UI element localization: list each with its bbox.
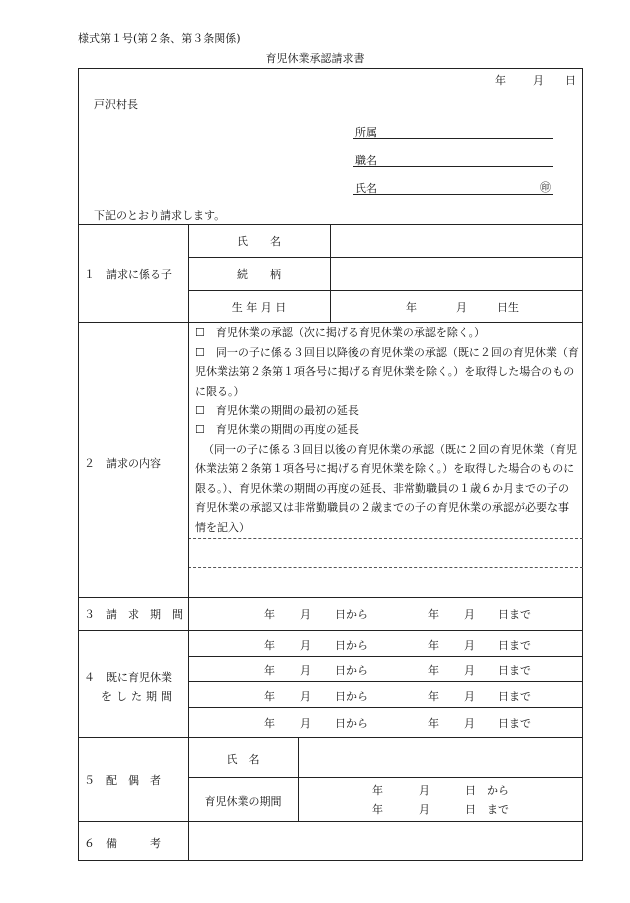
request-from-day: 日から bbox=[335, 608, 368, 621]
rule-s4-a bbox=[188, 656, 583, 657]
request-reason-note: （同一の子に係る３回目以後の育児休業の承認（既に２回の育児休業（育児休業法第２条第１項各号に掲げる育児休業を除く。）を取得した場合のものに限る。）、育児休業の期間の再度の延長、非常勤職員の１歳６か月までの子の育児休業の承認又は非常勤職員の２歳までの子の育児休業の承認が必要な事情を記入） bbox=[195, 443, 577, 534]
date-year: 年 bbox=[495, 74, 506, 87]
prior-period-to-day: 日まで bbox=[498, 690, 531, 703]
prior-period-from-day: 日から bbox=[335, 664, 368, 677]
reason-line-1[interactable] bbox=[189, 540, 582, 566]
spouse-from-day: 日 bbox=[465, 784, 476, 797]
prior-period-to-month: 月 bbox=[464, 639, 475, 652]
spouse-to-day: 日 bbox=[465, 803, 476, 816]
prior-period-to-month: 月 bbox=[464, 690, 475, 703]
request-to-day: 日まで bbox=[498, 608, 531, 621]
date-day: 日 bbox=[565, 74, 576, 87]
rule-s5-a bbox=[188, 777, 583, 778]
intro-text: 下記のとおり請求します。 bbox=[94, 209, 226, 222]
request-option-3[interactable]: ☐ 育児休業の期間の最初の延長 bbox=[195, 404, 359, 417]
section1-label: １ 請求に係る子 bbox=[84, 268, 172, 281]
child-name-field[interactable] bbox=[331, 225, 582, 256]
birth-month: 月 bbox=[456, 301, 467, 314]
request-from-year: 年 bbox=[264, 608, 275, 621]
birth-day: 日生 bbox=[497, 301, 519, 314]
rule-s2-dash2 bbox=[188, 567, 583, 568]
rule-s4-b bbox=[188, 681, 583, 682]
prior-period-from-year: 年 bbox=[264, 664, 275, 677]
prior-period-from-year: 年 bbox=[264, 639, 275, 652]
child-name-label: 氏 名 bbox=[237, 235, 281, 248]
section5-label: ５ 配 偶 者 bbox=[84, 774, 161, 787]
job-title-label: 職名 bbox=[355, 154, 377, 167]
prior-period-from-day: 日から bbox=[335, 690, 368, 703]
seal-mark: ㊞ bbox=[540, 181, 551, 194]
prior-period-to-year: 年 bbox=[428, 639, 439, 652]
rule-s3-bottom bbox=[78, 630, 583, 631]
prior-period-from-month: 月 bbox=[300, 664, 311, 677]
date-month: 月 bbox=[533, 74, 544, 87]
document-title: 育児休業承認請求書 bbox=[265, 52, 365, 65]
child-relation-label: 続 柄 bbox=[237, 268, 281, 281]
rule-s4-c bbox=[188, 707, 583, 708]
prior-period-to-year: 年 bbox=[428, 717, 439, 730]
prior-period-to-year: 年 bbox=[428, 664, 439, 677]
section6-label: ６ 備 考 bbox=[84, 837, 161, 850]
spouse-name-field[interactable] bbox=[299, 738, 582, 776]
affiliation-field[interactable] bbox=[353, 138, 553, 139]
prior-period-from-month: 月 bbox=[300, 690, 311, 703]
spouse-to-month: 月 bbox=[419, 803, 430, 816]
section4-label-line1: ４ 既に育児休業 bbox=[84, 671, 172, 684]
request-option-2[interactable]: ☐ 同一の子に係る３回目以降後の育児休業の承認（既に２回の育児休業（育児休業法第２条第１項各号に掲げる育児休業を除く。）を取得した場合のものに限る。） bbox=[195, 346, 579, 398]
request-option-4[interactable]: ☐ 育児休業の期間の再度の延長 bbox=[195, 423, 359, 436]
prior-period-from-day: 日から bbox=[335, 639, 368, 652]
birth-year: 年 bbox=[406, 301, 417, 314]
spouse-period-label: 育児休業の期間 bbox=[204, 795, 282, 808]
prior-period-to-year: 年 bbox=[428, 690, 439, 703]
request-from-month: 月 bbox=[300, 608, 311, 621]
rule-s1-b bbox=[188, 290, 583, 291]
rule-s2-bottom bbox=[78, 597, 583, 598]
spouse-from-year: 年 bbox=[372, 784, 383, 797]
rule-s2-dash1 bbox=[188, 538, 583, 539]
prior-period-to-day: 日まで bbox=[498, 664, 531, 677]
section3-label: ３ 請 求 期 間 bbox=[84, 608, 183, 621]
prior-period-from-day: 日から bbox=[335, 717, 368, 730]
prior-period-to-day: 日まで bbox=[498, 717, 531, 730]
prior-period-from-year: 年 bbox=[264, 717, 275, 730]
addressee: 戸沢村長 bbox=[94, 98, 138, 111]
prior-period-to-month: 月 bbox=[464, 717, 475, 730]
child-relation-field[interactable] bbox=[331, 258, 582, 289]
section4-label-line2: をした期間 bbox=[101, 690, 176, 703]
prior-period-from-month: 月 bbox=[300, 639, 311, 652]
request-to-year: 年 bbox=[428, 608, 439, 621]
affiliation-label: 所属 bbox=[355, 126, 377, 139]
request-option-1[interactable]: ☐ 育児休業の承認（次に掲げる育児休業の承認を除く。） bbox=[195, 326, 486, 339]
spouse-to-suffix: まで bbox=[487, 803, 509, 816]
spouse-from-month: 月 bbox=[419, 784, 430, 797]
prior-period-from-year: 年 bbox=[264, 690, 275, 703]
form-id: 様式第１号(第２条、第３条関係) bbox=[78, 32, 241, 45]
remarks-field[interactable] bbox=[189, 822, 582, 860]
name-label: 氏名 bbox=[355, 182, 377, 195]
spouse-name-label: 氏 名 bbox=[226, 753, 260, 766]
request-to-month: 月 bbox=[464, 608, 475, 621]
reason-line-2[interactable] bbox=[189, 569, 582, 596]
job-title-field[interactable] bbox=[353, 166, 553, 167]
spouse-to-year: 年 bbox=[372, 803, 383, 816]
spouse-from-suffix: から bbox=[487, 784, 509, 797]
prior-period-to-day: 日まで bbox=[498, 639, 531, 652]
child-birth-label: 生 年 月 日 bbox=[231, 301, 287, 314]
prior-period-from-month: 月 bbox=[300, 717, 311, 730]
name-field[interactable] bbox=[353, 194, 553, 195]
section2-label: ２ 請求の内容 bbox=[84, 457, 161, 470]
prior-period-to-month: 月 bbox=[464, 664, 475, 677]
